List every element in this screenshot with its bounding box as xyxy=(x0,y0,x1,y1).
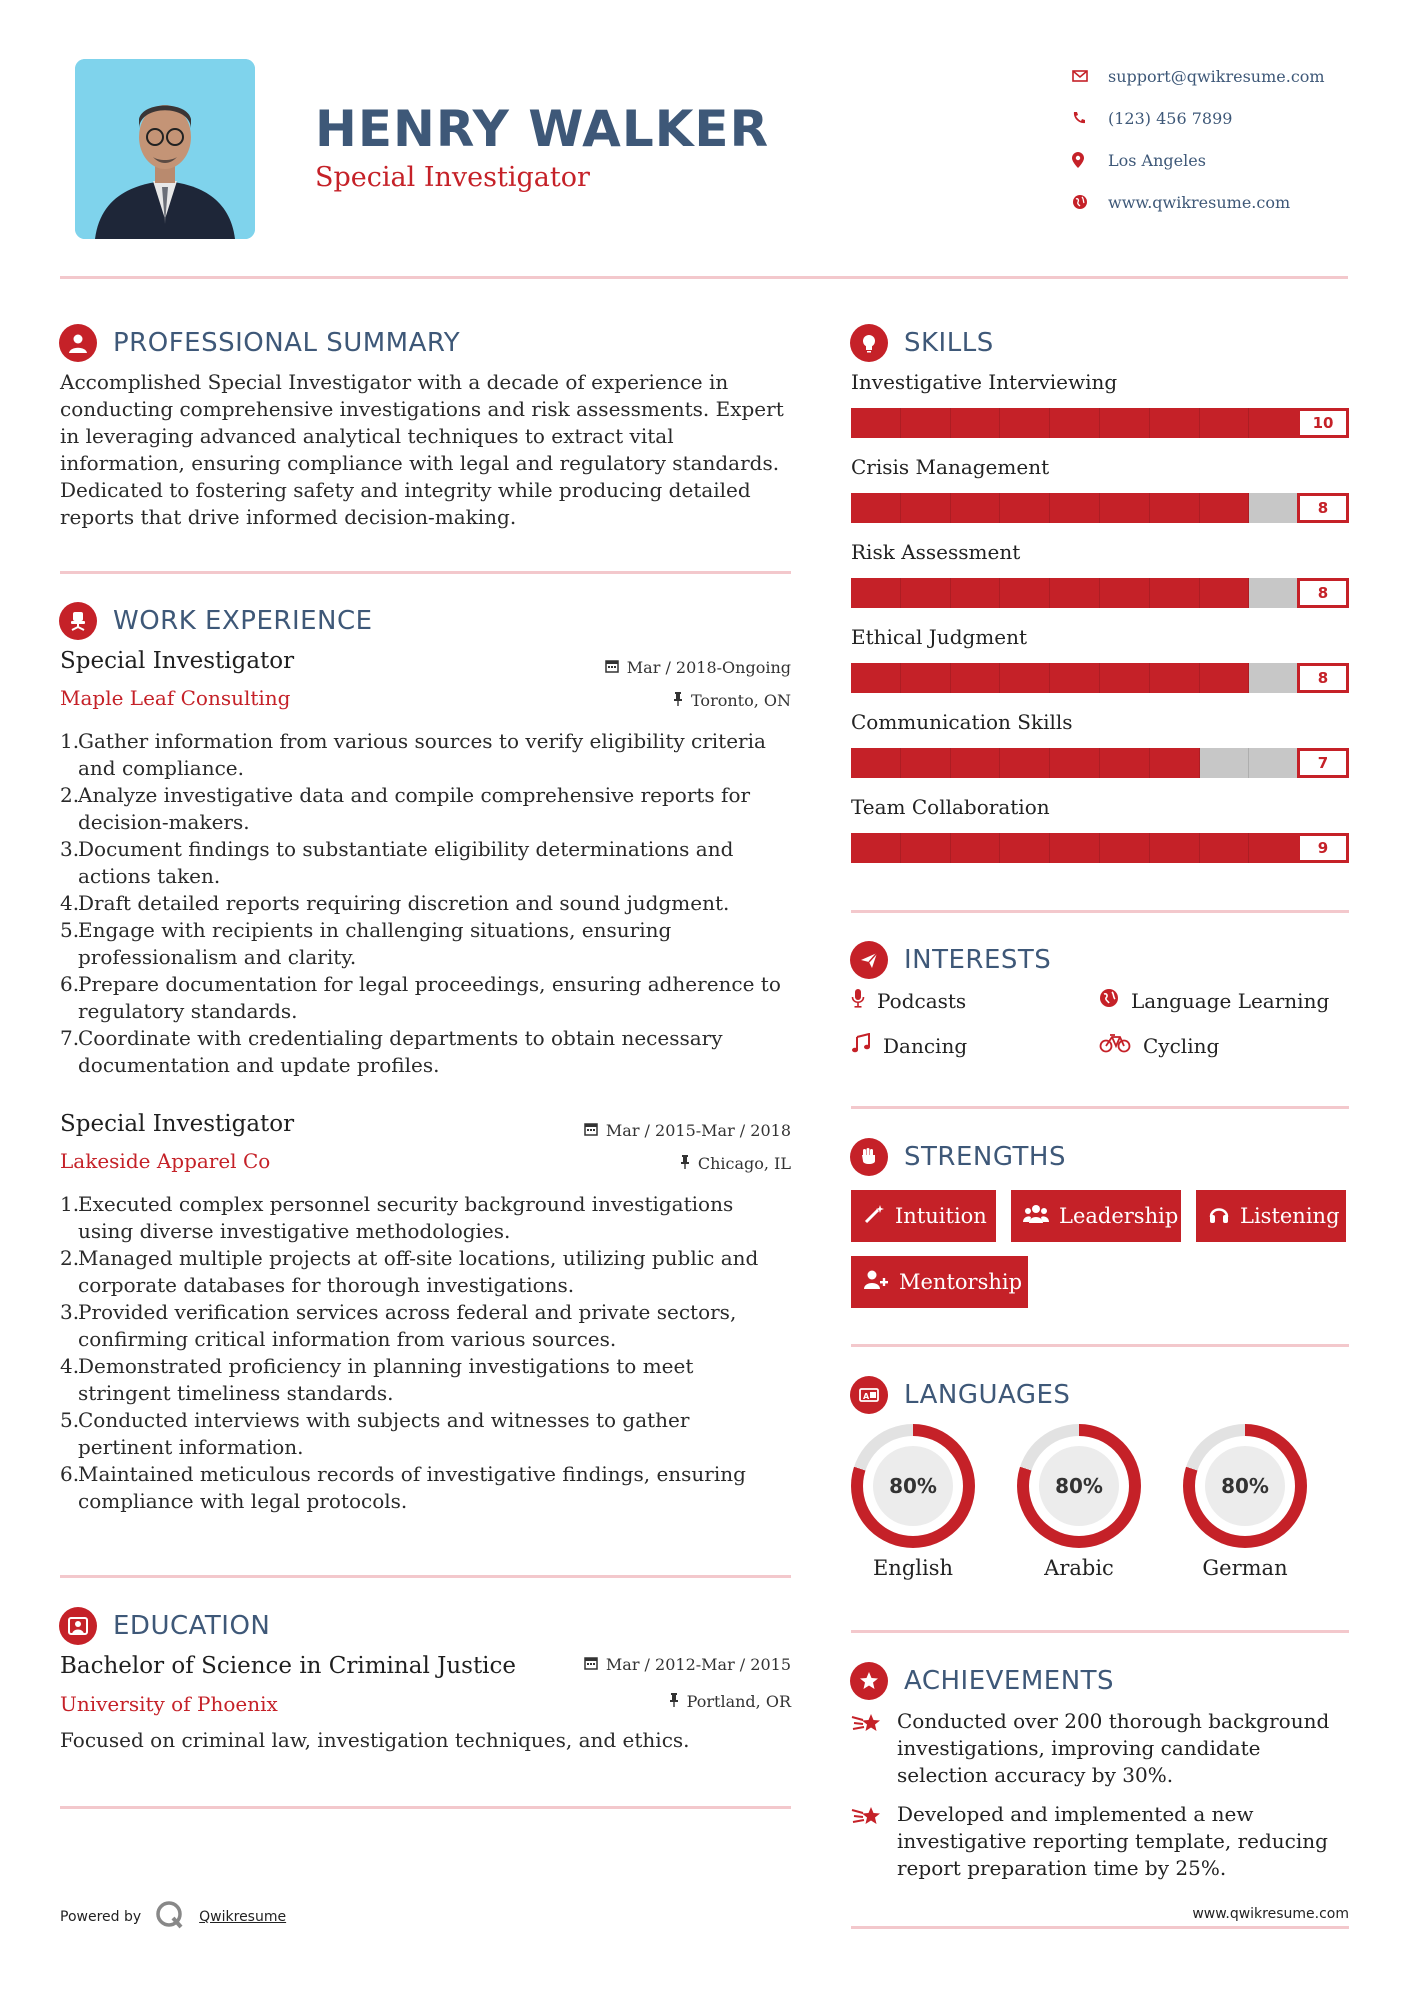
strengths-divider xyxy=(851,1344,1349,1347)
job-2-duties xyxy=(60,1191,790,1515)
interest-cycling xyxy=(1099,1033,1219,1058)
strengths-heading xyxy=(850,1138,1066,1176)
powered-by-label: Powered by xyxy=(60,1909,142,1925)
skill-bar-segment xyxy=(851,748,1299,778)
qwikresume-link[interactable]: Qwikresume xyxy=(199,1909,287,1925)
microphone-icon xyxy=(851,988,865,1013)
contact-email[interactable] xyxy=(1072,55,1372,97)
contact-phone[interactable] xyxy=(1072,97,1372,139)
job-1-company: Maple Leaf Consulting xyxy=(60,686,291,710)
star-badge-icon xyxy=(850,1662,888,1700)
language-name: Arabic xyxy=(1044,1556,1114,1580)
skills-divider xyxy=(851,910,1349,913)
language-name: English xyxy=(872,1556,954,1580)
skill-bar-segment xyxy=(851,578,1299,608)
envelope-icon xyxy=(1072,70,1108,82)
interests-title: INTERESTS xyxy=(904,945,1052,975)
achievements-heading xyxy=(850,1662,1114,1700)
email-text: support@qwikresume.com xyxy=(1108,66,1325,86)
skill-bar xyxy=(851,833,1349,863)
footer-powered-by xyxy=(60,1900,286,1934)
achievements-title: ACHIEVEMENTS xyxy=(904,1666,1115,1696)
language-progress-ring xyxy=(1017,1424,1141,1548)
job-2-company: Lakeside Apparel Co xyxy=(60,1149,271,1173)
education-description: Focused on criminal law, investigation techniques, and ethics. xyxy=(60,1728,690,1752)
map-pin-icon xyxy=(1072,152,1108,168)
skill-name: Risk Assessment xyxy=(851,540,1021,564)
job-1-dates xyxy=(605,658,791,677)
svg-text:A: A xyxy=(863,1392,870,1401)
education-location-text: Portland, OR xyxy=(686,1692,791,1711)
skill-level-badge: 8 xyxy=(1297,663,1349,693)
skill-name: Crisis Management xyxy=(851,455,1050,479)
job-2-location xyxy=(680,1154,791,1173)
education-dates xyxy=(584,1655,791,1674)
list-item: 4. Draft detailed reports requiring discretion and sound judgment. xyxy=(60,891,730,915)
job-1-duties xyxy=(60,728,790,1079)
list-item: 1. Gather information from various sources to verify eligibility criteria and compliance. xyxy=(60,729,766,780)
contact-list xyxy=(1072,55,1372,223)
skill-name: Ethical Judgment xyxy=(851,625,1028,649)
education-degree: Bachelor of Science in Criminal Justice xyxy=(60,1653,517,1679)
list-item: 7. Coordinate with credentialing departments to obtain necessary documentation and update profiles. xyxy=(60,1026,723,1077)
header-divider xyxy=(60,276,1348,279)
interests-divider xyxy=(851,1106,1349,1109)
education-dates-text: Mar / 2012-Mar / 2015 xyxy=(605,1655,791,1674)
globe-icon xyxy=(1072,194,1108,210)
shooting-star-icon xyxy=(851,1801,883,1882)
fist-icon xyxy=(850,1138,888,1176)
strength-intuition xyxy=(851,1190,996,1242)
lightbulb-icon xyxy=(850,324,888,362)
pushpin-icon xyxy=(680,1154,690,1173)
languages-heading xyxy=(850,1376,1070,1414)
education-title: EDUCATION xyxy=(113,1611,271,1641)
language-name: German xyxy=(1202,1556,1288,1580)
skill-bar xyxy=(851,748,1349,778)
list-item: 5. Engage with recipients in challenging situations, ensuring professionalism and clarity. xyxy=(60,918,672,969)
skill-bar xyxy=(851,408,1349,438)
user-plus-icon xyxy=(863,1269,889,1296)
list-item: 4. Demonstrated proficiency in planning investigations to meet stringent timeliness standards. xyxy=(60,1354,694,1405)
job-2-role: Special Investigator xyxy=(60,1111,295,1137)
magic-wand-icon xyxy=(863,1203,885,1230)
strength-label: Intuition xyxy=(895,1204,987,1228)
list-item: 2. Analyze investigative data and compile comprehensive reports for decision-makers. xyxy=(60,783,751,834)
language-percent: 80% xyxy=(1205,1446,1285,1526)
user-circle-icon xyxy=(59,324,97,362)
language-progress-ring xyxy=(851,1424,975,1548)
shooting-star-icon xyxy=(851,1708,883,1789)
skills-heading xyxy=(850,324,994,362)
summary-title: PROFESSIONAL SUMMARY xyxy=(113,328,461,358)
list-item: 3. Document findings to substantiate eligibility determinations and actions taken. xyxy=(60,837,734,888)
footer-divider xyxy=(851,1926,1349,1929)
language-progress-ring xyxy=(1183,1424,1307,1548)
languages-title: LANGUAGES xyxy=(904,1380,1071,1410)
interest-label: Dancing xyxy=(883,1033,968,1058)
job-2-dates-text: Mar / 2015-Mar / 2018 xyxy=(605,1121,791,1140)
strengths-title: STRENGTHS xyxy=(904,1142,1066,1172)
list-item: 5. Conducted interviews with subjects and witnesses to gather pertinent information. xyxy=(60,1408,690,1459)
experience-heading xyxy=(59,602,373,640)
office-chair-icon xyxy=(59,602,97,640)
list-item: 2. Managed multiple projects at off-site locations, utilizing public and corporate databases for thorough investigations. xyxy=(60,1246,759,1297)
education-location xyxy=(669,1692,791,1711)
list-item: 1. Executed complex personnel security background investigations using diverse investigative methodologies. xyxy=(60,1192,734,1243)
job-1-role: Special Investigator xyxy=(60,648,295,674)
strength-mentorship xyxy=(851,1256,1028,1308)
skill-bar xyxy=(851,493,1349,523)
strength-label: Leadership xyxy=(1059,1204,1179,1228)
translate-icon xyxy=(850,1376,888,1414)
job-2-dates xyxy=(584,1121,791,1140)
interest-language-learning xyxy=(1099,988,1329,1013)
achievement-item xyxy=(851,1708,1351,1789)
candidate-name: HENRY WALKER xyxy=(315,100,770,158)
experience-divider xyxy=(60,1575,791,1578)
list-item: 6. Maintained meticulous records of investigative findings, ensuring compliance with legal protocols. xyxy=(60,1462,746,1513)
phone-text: (123) 456 7899 xyxy=(1108,108,1233,128)
strength-leadership xyxy=(1011,1190,1181,1242)
achievement-item xyxy=(851,1801,1351,1882)
summary-heading xyxy=(59,324,460,362)
skill-name: Investigative Interviewing xyxy=(851,370,1118,394)
paper-plane-icon xyxy=(850,941,888,979)
globe-icon xyxy=(1099,988,1119,1013)
skill-level-badge: 8 xyxy=(1297,493,1349,523)
job-1-dates-text: Mar / 2018-Ongoing xyxy=(626,658,791,677)
phone-icon xyxy=(1072,111,1108,125)
job-1-location-text: Toronto, ON xyxy=(691,691,791,710)
calendar-icon xyxy=(584,1655,598,1674)
achievement-text: Conducted over 200 thorough background investigations, improving candidate selection accuracy by 30%. xyxy=(897,1709,1330,1787)
education-school: University of Phoenix xyxy=(60,1692,278,1716)
skill-level-badge: 8 xyxy=(1297,578,1349,608)
job-1-location xyxy=(673,691,791,710)
music-note-icon xyxy=(851,1033,871,1058)
summary-divider xyxy=(60,571,791,574)
interest-podcasts xyxy=(851,988,966,1013)
interest-label: Podcasts xyxy=(877,988,967,1013)
skill-bar xyxy=(851,578,1349,608)
language-percent: 80% xyxy=(873,1446,953,1526)
strength-listening xyxy=(1196,1190,1346,1242)
contact-website[interactable] xyxy=(1072,181,1372,223)
calendar-icon xyxy=(584,1121,598,1140)
job-2-location-text: Chicago, IL xyxy=(697,1154,791,1173)
skill-bar xyxy=(851,663,1349,693)
skill-bar-segment xyxy=(851,408,1299,438)
skill-bar-segment xyxy=(851,833,1299,863)
education-divider xyxy=(60,1806,791,1809)
pushpin-icon xyxy=(669,1692,679,1711)
skill-name: Communication Skills xyxy=(851,710,1073,734)
skill-level-badge: 9 xyxy=(1297,833,1349,863)
website-text: www.qwikresume.com xyxy=(1108,192,1291,212)
interest-label: Language Learning xyxy=(1131,988,1330,1013)
headphones-icon xyxy=(1208,1203,1230,1230)
footer-website[interactable]: www.qwikresume.com xyxy=(1192,1906,1349,1922)
skill-bar-segment xyxy=(851,663,1299,693)
skill-name: Team Collaboration xyxy=(851,795,1050,819)
skills-title: SKILLS xyxy=(904,328,994,358)
interest-dancing xyxy=(851,1033,967,1058)
education-heading xyxy=(59,1607,270,1645)
skill-bar-segment xyxy=(851,493,1299,523)
strength-label: Mentorship xyxy=(899,1270,1023,1294)
achievement-text: Developed and implemented a new investigative reporting template, reducing report preparation time by 25%. xyxy=(897,1802,1328,1880)
experience-title: WORK EXPERIENCE xyxy=(113,606,373,636)
strength-label: Listening xyxy=(1240,1204,1340,1228)
list-item: 6. Prepare documentation for legal proceedings, ensuring adherence to regulatory standards. xyxy=(60,972,781,1023)
location-text: Los Angeles xyxy=(1108,150,1206,170)
graduate-icon xyxy=(59,1607,97,1645)
language-percent: 80% xyxy=(1039,1446,1119,1526)
candidate-title: Special Investigator xyxy=(315,162,590,193)
profile-photo xyxy=(75,59,255,239)
calendar-icon xyxy=(605,658,619,677)
interest-label: Cycling xyxy=(1143,1033,1220,1058)
skill-level-badge: 7 xyxy=(1297,748,1349,778)
bicycle-icon xyxy=(1099,1033,1131,1058)
summary-text: Accomplished Special Investigator with a decade of experience in conducting comprehensive investigations and risk assessments. Expert in leveraging advanced analytical techniques to extract vital information, ensuring compliance with legal and regulatory standards. Dedicated to fostering safety and integrity while producing detailed reports that drive informed decision-making. xyxy=(60,370,784,529)
interests-heading xyxy=(850,941,1051,979)
skill-level-badge: 10 xyxy=(1297,408,1349,438)
users-icon xyxy=(1023,1203,1049,1230)
contact-location xyxy=(1072,139,1372,181)
pushpin-icon xyxy=(673,691,683,710)
qwikresume-logo-icon xyxy=(155,1900,185,1934)
list-item: 3. Provided verification services across federal and private sectors, confirming critical information from various sources. xyxy=(60,1300,737,1351)
languages-divider xyxy=(851,1630,1349,1633)
